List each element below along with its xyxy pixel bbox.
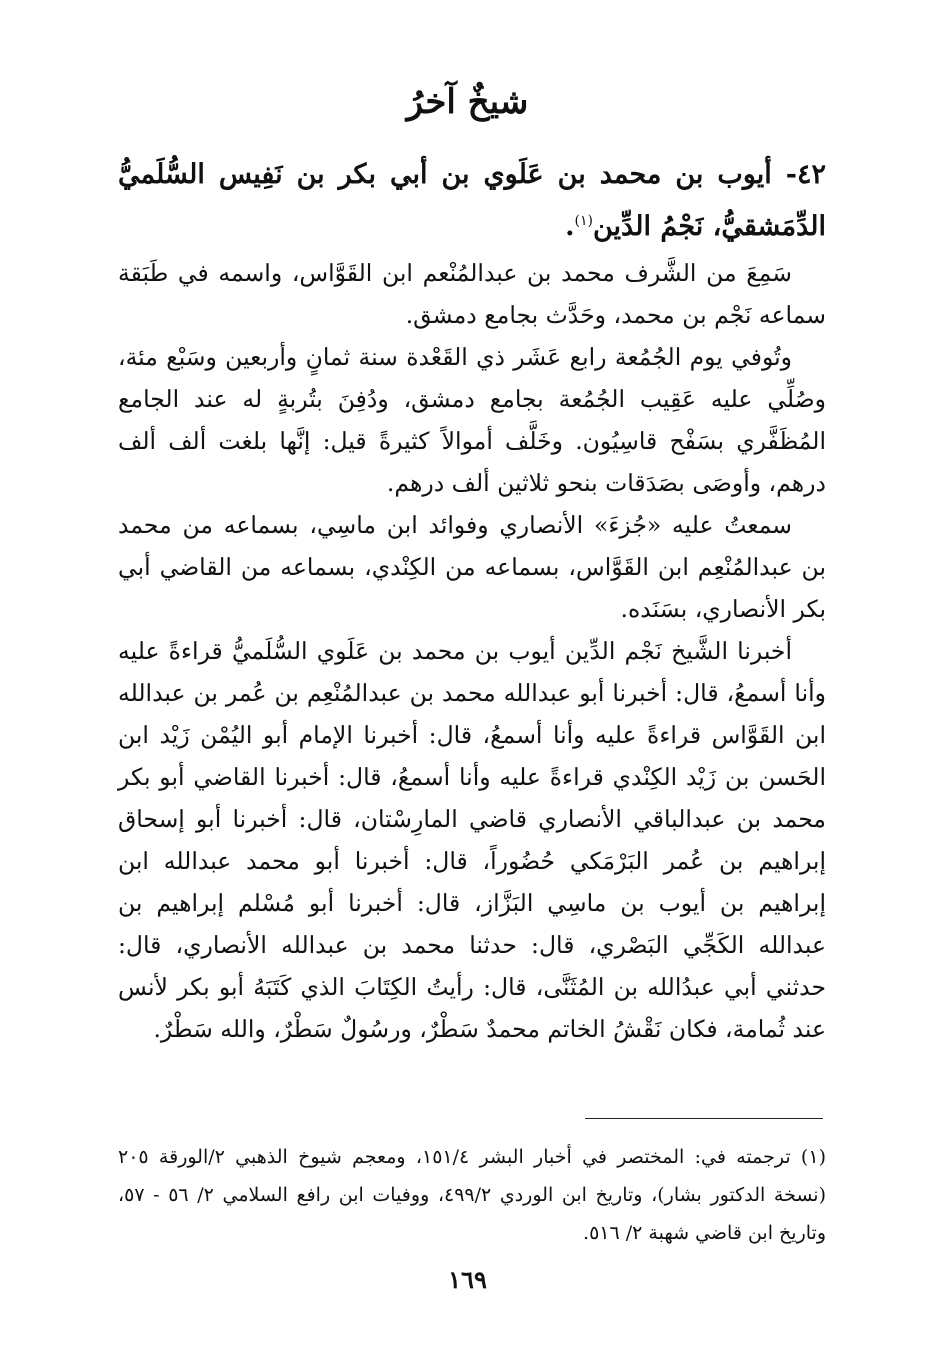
paragraph: سمعتُ عليه «جُزءَ» الأنصاري وفوائد ابن ماسِي، بسماعه من محمد بن عبدالمُنْعِم ابن القَوَّاس، بسماعه من الكِنْدي، بسماعه من القاضي أبي بكر الأنصاري، بسَنَده. — [118, 511, 826, 623]
section-heading: شيخٌ آخرُ — [406, 82, 529, 122]
page-number: ١٦٩ — [448, 1265, 487, 1294]
footnote-divider — [585, 1118, 823, 1119]
entry-title-text: ٤٢- أيوب بن محمد بن عَلَوي بن أبي بكر بن نَفِيس السُّلَميُّ الدِّمَشقيُّ، نَجْمُ الدِّين — [118, 159, 826, 242]
paragraph: أخبرنا الشَّيخ نَجْم الدِّين أيوب بن محمد بن عَلَوي السُّلَميُّ قراءةً عليه وأنا أسمعُ، قال: أخبرنا أبو عبدالله محمد بن عبدالمُنْعِم بن عُمر بن عبدالله ابن القَوَّاس قراءةً عليه وأنا أسمعُ، قال: أخبرنا الإمام أبو اليُمْن زَيْد ابن الحَسن بن زَيْد الكِنْدي قراءةً عليه وأنا أسمعُ، قال: أخبرنا القاضي أبو بكر محمد بن عبدالباقي الأنصاري قاضي المارِسْتان، قال: أخبرنا أبو إسحاق إبراهيم بن عُمر البَرْمَكي حُضُوراً، قال: أخبرنا أبو محمد عبدالله ابن إبراهيم بن أيوب بن ماسِي البَزَّاز، قال: أخبرنا أبو مُسْلم إبراهيم بن عبدالله الكَجِّي البَصْري، قال: حدثنا محمد بن عبدالله الأنصاري، قال: حدثني أبي عبدُالله بن المُثَنَّى، قال: رأيتُ الكِتَابَ الذي كَتَبَهُ أبو بكر لأنس عند ثُمامة، فكان نَقْشُ الخاتم محمدٌ سَطْرٌ، ورسُولٌ سَطْرٌ، والله سَطْرٌ. — [118, 637, 826, 1043]
main-text — [118, 152, 826, 1050]
paragraph: سَمِعَ من الشَّرف محمد بن عبدالمُنْعم ابن القَوَّاس، واسمه في طَبَقة سماعه نَجْم بن محمد، وحَدَّث بجامع دمشق. — [118, 259, 826, 329]
entry-title — [118, 152, 826, 250]
entry-title-end: . — [565, 211, 575, 242]
footnote-reference[interactable]: (١) — [574, 213, 593, 229]
paragraph: وتُوفي يوم الجُمُعة رابع عَشَر ذي القَعْدة سنة ثمانٍ وأربعين وسَبْع مئة، وصُلِّي عليه عَقِيب الجُمُعة بجامع دمشق، ودُفِنَ بتُربةٍ له عند الجامع المُظَفَّري بسَفْح قاسِيُون. وخَلَّف أموالاً كثيرةً قيل: إنَّها بلغت ألف ألف درهم، وأوصَى بصَدَقات بنحو ثلاثين ألف درهم. — [118, 343, 826, 497]
footnote: (١) ترجمته في: المختصر في أخبار البشر ١٥١/٤، ومعجم شيوخ الذهبي ٢/الورقة ٢٠٥ (نسخة الدكتور بشار)، وتاريخ ابن الوردي ٤٩٩/٢، ووفيات ابن رافع السلامي ٢/ ٥٦ - ٥٧، وتاريخ ابن قاضي شهبة ٢/ ٥١٦. — [118, 1146, 826, 1244]
